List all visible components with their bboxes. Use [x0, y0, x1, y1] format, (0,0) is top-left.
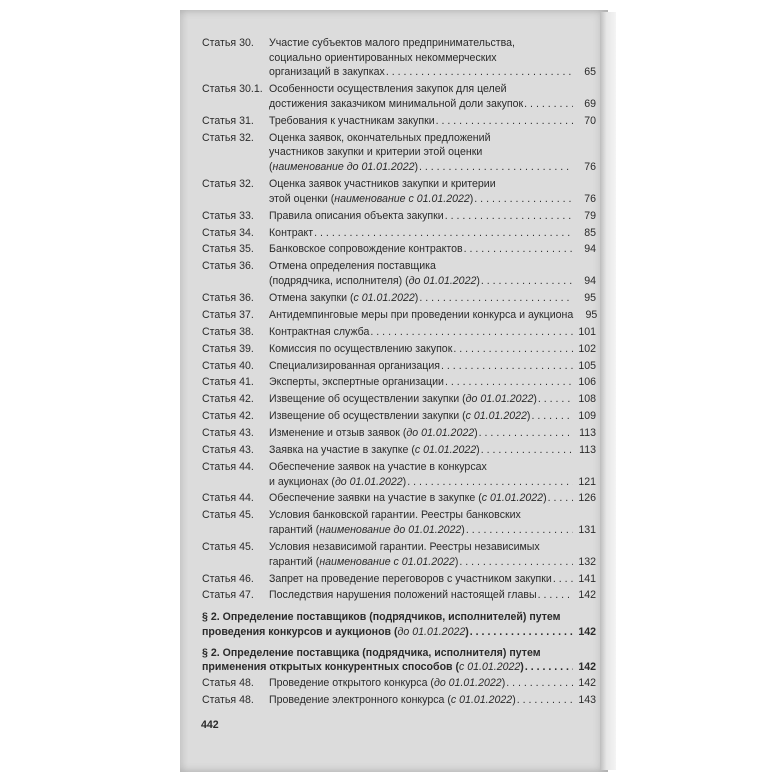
toc-entry-last-line	[269, 475, 596, 490]
toc-entry	[202, 491, 596, 506]
toc-entry-number: Статья 38.	[202, 325, 254, 338]
toc-entry-last-line	[269, 443, 596, 458]
toc-entry-text: Контракт	[269, 226, 314, 239]
toc-entry-text: Отмена закупки (с 01.01.2022)	[269, 291, 419, 304]
toc-entry	[202, 540, 596, 569]
toc-entry-number: Статья 37.	[202, 308, 254, 321]
toc-entry-body	[269, 114, 596, 129]
toc-entry-number: Статья 42.	[202, 393, 254, 406]
toc-entry-text: Антидемпинговые меры при проведении конкурса и аукциона	[269, 308, 574, 321]
toc-entry	[202, 131, 596, 175]
toc-entry-last-line	[269, 409, 596, 424]
toc-entry-text: Проведение электронного конкурса (с 01.01.2022)	[269, 693, 516, 706]
toc-entry-body	[269, 572, 596, 587]
toc-entry-text: проведения конкурсов и аукционов (до 01.01.2022)	[202, 625, 469, 638]
toc-entry-page: 126	[578, 492, 596, 505]
toc-leader-dots	[553, 572, 573, 587]
toc-entry	[202, 209, 596, 224]
toc-entry-text: Извещение об осуществлении закупки (до 01.01.2022)	[269, 393, 537, 406]
toc-entry-number: Статья 40.	[202, 359, 254, 372]
toc-entry-number: Статья 36.	[202, 260, 254, 273]
toc-entry	[202, 342, 596, 357]
toc-entry-text: этой оценки (наименование с 01.01.2022)	[269, 192, 474, 205]
toc-entry-number: Статья 31.	[202, 114, 254, 127]
toc-leader-dots	[517, 693, 573, 708]
toc-entry-line: участников закупки и критерии этой оценки	[269, 146, 483, 159]
toc-entry-page: 95	[584, 291, 596, 304]
toc-entry-body	[269, 693, 596, 708]
toc-entry-text: гарантий (наименование до 01.01.2022)	[269, 524, 465, 537]
toc-leader-dots	[314, 226, 573, 241]
toc-entry-last-line	[269, 523, 596, 538]
toc-leader-dots	[479, 426, 573, 441]
toc-entry-line: Обеспечение заявок на участие в конкурсах	[269, 460, 487, 473]
toc-entry-body	[269, 82, 596, 111]
toc-entry-page: 142	[578, 589, 596, 602]
toc-entry-body	[269, 460, 596, 489]
toc-entry-last-line	[269, 274, 596, 289]
toc-entry	[202, 359, 596, 374]
toc-entry-last-line	[269, 65, 596, 80]
toc-entry-date-note: с 01.01.2022	[465, 410, 527, 423]
toc-entry-page: 76	[584, 161, 596, 174]
toc-entry-page: 142	[578, 625, 596, 638]
toc-entry-body	[269, 491, 596, 506]
toc-entry-page: 121	[578, 475, 596, 488]
toc-entry-line: Условия независимой гарантии. Реестры независимых	[269, 540, 540, 553]
toc-entry-line: Особенности осуществления закупок для целей	[269, 83, 507, 96]
toc-entry-body	[269, 508, 596, 537]
toc-entry	[202, 443, 596, 458]
toc-leader-dots	[464, 242, 573, 257]
table-of-contents	[202, 36, 596, 710]
toc-entry-line: Оценка заявок участников закупки и критерии	[269, 178, 496, 191]
toc-entry-last-line	[269, 359, 596, 374]
toc-entry	[202, 114, 596, 129]
toc-entry-page: 143	[578, 693, 596, 706]
toc-entry-text: Правила описания объекта закупки	[269, 209, 444, 222]
toc-entry-last-line	[269, 588, 596, 603]
toc-entry-last-line	[269, 308, 596, 323]
toc-leader-dots	[419, 160, 573, 175]
toc-entry-last-line	[269, 325, 596, 340]
toc-entry-body	[269, 131, 596, 175]
toc-entry-line: Отмена определения поставщика	[269, 260, 436, 273]
toc-leader-dots	[466, 523, 573, 538]
toc-entry-number: Статья 48.	[202, 693, 254, 706]
toc-entry-body	[269, 588, 596, 603]
toc-entry-page: 108	[578, 393, 596, 406]
toc-entry-page: 141	[578, 572, 596, 585]
toc-entry-body	[269, 676, 596, 691]
toc-entry-body	[269, 443, 596, 458]
toc-entry-body	[269, 259, 596, 288]
toc-leader-dots	[459, 555, 573, 570]
toc-entry-number: Статья 43.	[202, 427, 254, 440]
toc-entry-text: Проведение открытого конкурса (до 01.01.2022)	[269, 676, 506, 689]
toc-entry	[202, 392, 596, 407]
toc-section-line: § 2. Определение поставщика (подрядчика, исполнителя) путем	[202, 646, 541, 659]
toc-entry-date-note: с 01.01.2022	[481, 492, 544, 505]
toc-entry-body	[269, 242, 596, 257]
toc-section-line: § 2. Определение поставщиков (подрядчиков, исполнителей) путем	[202, 611, 561, 624]
toc-entry-page: 142	[578, 661, 596, 674]
toc-entry-last-line	[269, 375, 596, 390]
toc-entry-date-note: наименование с 01.01.2022	[319, 555, 455, 568]
toc-entry-text: достижения заказчиком минимальной доли закупок	[269, 98, 524, 110]
toc-entry	[202, 259, 596, 288]
toc-entry	[202, 409, 596, 424]
toc-entry	[202, 242, 596, 257]
toc-leader-dots	[445, 375, 573, 390]
toc-entry-date-note: до 01.01.2022	[465, 393, 534, 406]
toc-leader-dots	[441, 359, 573, 374]
toc-entry-last-line	[269, 426, 596, 441]
toc-entry-last-line	[269, 342, 596, 357]
toc-entry-page: 65	[584, 66, 596, 79]
toc-entry-date-note: до 01.01.2022	[397, 625, 466, 638]
toc-leader-dots	[481, 443, 573, 458]
toc-entry-number: Статья 30.	[202, 37, 254, 49]
toc-entry-text: гарантий (наименование с 01.01.2022)	[269, 555, 459, 568]
toc-entry-page: 131	[578, 524, 596, 537]
page-edge	[600, 12, 616, 770]
toc-entry-text: применения открытых конкурентных способов (с 01.01.2022)	[202, 661, 524, 674]
toc-entry	[202, 375, 596, 390]
toc-entry-last-line	[269, 114, 596, 129]
toc-entry-number: Статья 44.	[202, 492, 254, 505]
toc-entry-number: Статья 36.	[202, 291, 254, 304]
toc-entry-number: Статья 32.	[202, 178, 254, 191]
toc-entry-text: Комиссия по осуществлению закупок	[269, 342, 453, 355]
toc-entry-text: Обеспечение заявки на участие в закупке (с 01.01.2022)	[269, 492, 547, 505]
toc-entry-text: (подрядчика, исполнителя) (до 01.01.2022)	[269, 275, 480, 288]
toc-entry-last-line	[269, 192, 596, 207]
toc-entry-last-line	[269, 226, 596, 241]
toc-entry-page: 70	[584, 114, 596, 127]
toc-entry-number: Статья 43.	[202, 443, 254, 456]
toc-entry-last-line	[269, 676, 596, 691]
toc-entry-text: Заявка на участие в закупке (с 01.01.2022)	[269, 443, 480, 456]
toc-entry-text: Контрактная служба	[269, 325, 370, 338]
toc-entry-date-note: с 01.01.2022	[414, 443, 477, 456]
page-number: 442	[201, 719, 219, 731]
toc-entry-last-line	[269, 572, 596, 587]
toc-entry-body	[269, 209, 596, 224]
toc-leader-dots	[370, 325, 573, 340]
toc-leader-dots	[481, 274, 573, 289]
toc-entry	[202, 693, 596, 708]
toc-entry-page: 85	[584, 226, 596, 239]
toc-entry-number: Статья 48.	[202, 676, 254, 689]
toc-entry-page: 79	[584, 209, 596, 222]
toc-leader-dots	[531, 409, 573, 424]
toc-entry-text: Специализированная организация	[269, 359, 441, 372]
toc-entry-number: Статья 44.	[202, 460, 254, 473]
toc-entry-number: Статья 42.	[202, 410, 254, 423]
toc-entry-text: (наименование до 01.01.2022)	[269, 161, 419, 174]
toc-entry-last-line	[269, 693, 596, 708]
toc-entry-page: 102	[578, 342, 596, 355]
toc-entry-page: 113	[579, 427, 596, 440]
toc-entry-body	[269, 36, 596, 80]
toc-leader-dots	[474, 192, 573, 207]
toc-entry-number: Статья 41.	[202, 376, 254, 389]
toc-entry-number: Статья 46.	[202, 572, 254, 585]
toc-entry-body	[269, 426, 596, 441]
toc-entry-page: 94	[584, 275, 596, 288]
toc-entry-body	[269, 308, 596, 323]
toc-entry-page: 105	[578, 359, 596, 372]
toc-entry-body	[269, 359, 596, 374]
toc-entry-number: Статья 32.	[202, 131, 254, 144]
toc-leader-dots	[525, 660, 573, 675]
toc-entry-last-line	[269, 291, 596, 306]
toc-entry	[202, 460, 596, 489]
toc-entry-line: Участие субъектов малого предпринимательства,	[269, 37, 515, 49]
toc-entry-body	[269, 375, 596, 390]
toc-entry-body	[269, 177, 596, 206]
toc-entry-page: 101	[578, 325, 596, 338]
toc-entry-body	[269, 392, 596, 407]
toc-entry-last-line	[202, 660, 596, 675]
toc-leader-dots	[453, 342, 573, 357]
toc-entry-page: 76	[584, 192, 596, 205]
toc-entry-page: 95	[585, 308, 598, 321]
toc-entry	[202, 508, 596, 537]
toc-leader-dots	[407, 475, 573, 490]
toc-entry-text: и аукционах (до 01.01.2022)	[269, 475, 407, 488]
toc-leader-dots	[445, 209, 573, 224]
toc-entry-number: Статья 30.1.	[202, 83, 263, 96]
toc-section-heading	[202, 610, 596, 639]
toc-entry	[202, 325, 596, 340]
toc-entry	[202, 676, 596, 691]
toc-entry-text: Извещение об осуществлении закупки (с 01.01.2022)	[269, 410, 531, 423]
toc-leader-dots	[538, 392, 573, 407]
toc-entry-page: 109	[578, 410, 596, 423]
toc-entry-number: Статья 45.	[202, 540, 254, 553]
toc-entry-body	[269, 226, 596, 241]
toc-leader-dots	[470, 625, 573, 640]
toc-entry	[202, 426, 596, 441]
toc-entry-number: Статья 35.	[202, 243, 254, 256]
toc-entry-text: организаций в закупках	[269, 66, 385, 79]
toc-entry-text: Изменение и отзыв заявок (до 01.01.2022)	[269, 427, 478, 440]
toc-entry-last-line	[269, 491, 596, 506]
toc-entry-page: 132	[578, 555, 596, 568]
toc-entry-date-note: с 01.01.2022	[450, 693, 513, 706]
toc-entry-line: Оценка заявок, окончательных предложений	[269, 131, 491, 144]
toc-entry-last-line	[269, 555, 596, 570]
toc-entry-number: Статья 39.	[202, 342, 254, 355]
toc-leader-dots	[524, 97, 573, 112]
toc-entry-number: Статья 47.	[202, 589, 254, 602]
toc-entry-date-note: с 01.01.2022	[353, 291, 415, 304]
toc-entry-last-line	[269, 242, 596, 257]
toc-entry-page: 142	[578, 676, 596, 689]
toc-entry-line: социально ориентированных некоммерческих	[269, 51, 497, 64]
toc-entry-page: 69	[584, 98, 596, 110]
toc-entry-last-line	[269, 392, 596, 407]
toc-entry-date-note: наименование с 01.01.2022	[334, 192, 470, 205]
toc-leader-dots	[538, 588, 573, 603]
toc-entry-last-line	[202, 625, 596, 640]
toc-leader-dots	[419, 291, 573, 306]
toc-leader-dots	[506, 676, 573, 691]
toc-entry-body	[269, 409, 596, 424]
toc-entry-text: Банковское сопровождение контрактов	[269, 243, 463, 256]
toc-entry	[202, 588, 596, 603]
toc-leader-dots	[436, 114, 573, 129]
toc-entry-body	[269, 291, 596, 306]
toc-entry-body	[269, 540, 596, 569]
toc-entry-text: Эксперты, экспертные организации	[269, 376, 444, 389]
toc-entry	[202, 226, 596, 241]
toc-entry-page: 94	[584, 243, 596, 256]
toc-entry-number: Статья 34.	[202, 226, 254, 239]
toc-entry	[202, 291, 596, 306]
toc-section-heading	[202, 646, 596, 675]
toc-entry	[202, 82, 596, 111]
toc-entry-date-note: наименование до 01.01.2022	[272, 161, 415, 174]
toc-entry-date-note: до 01.01.2022	[406, 427, 475, 440]
toc-entry-date-note: наименование до 01.01.2022	[319, 524, 462, 537]
toc-leader-dots	[548, 491, 573, 506]
toc-entry-number: Статья 33.	[202, 209, 254, 222]
toc-entry-date-note: до 01.01.2022	[334, 475, 403, 488]
toc-entry	[202, 36, 596, 80]
toc-entry-last-line	[269, 97, 596, 112]
toc-entry-number: Статья 45.	[202, 509, 254, 522]
toc-entry	[202, 572, 596, 587]
toc-entry-date-note: с 01.01.2022	[459, 661, 521, 674]
toc-entry	[202, 177, 596, 206]
toc-entry-page: 113	[579, 443, 596, 456]
toc-entry-date-note: до 01.01.2022	[433, 676, 502, 689]
toc-entry-last-line	[269, 209, 596, 224]
toc-entry-last-line	[269, 160, 596, 175]
toc-entry-line: Условия банковской гарантии. Реестры банковских	[269, 509, 521, 522]
toc-entry-body	[269, 325, 596, 340]
toc-entry-text: Запрет на проведение переговоров с участником закупки	[269, 572, 552, 585]
toc-entry-body	[269, 342, 596, 357]
toc-leader-dots	[386, 65, 573, 80]
toc-entry-date-note: до 01.01.2022	[408, 275, 477, 288]
toc-entry	[202, 308, 596, 323]
toc-entry-text: Последствия нарушения положений настоящей главы	[269, 589, 537, 602]
toc-entry-text: Требования к участникам закупки	[269, 114, 435, 127]
toc-entry-page: 106	[578, 376, 596, 389]
